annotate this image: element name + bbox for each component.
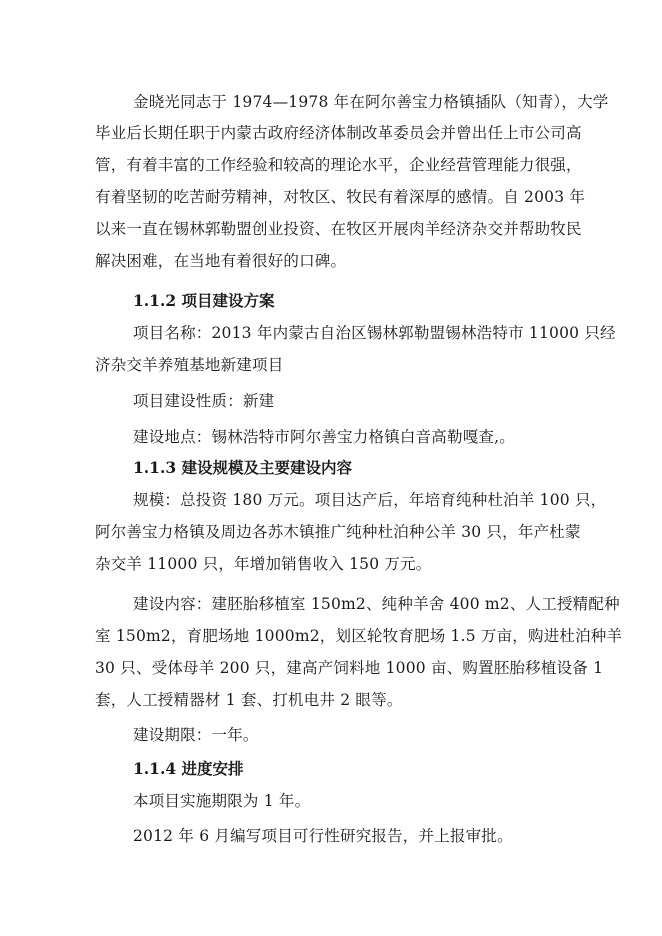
intro-line-6: 解决困难，在当地有着很好的口碑。 (95, 252, 347, 270)
project-nature: 项目建设性质：新建 (133, 392, 275, 410)
intro-line-4: 有着坚韧的吃苦耐劳精神，对牧区、牧民有着深厚的感情。自 2003 年 (95, 188, 586, 206)
content-line-3: 30 只、受体母羊 200 只，建高产饲料地 1000 亩、购置胚胎移植设备 1 (95, 659, 604, 677)
scale-line-1: 规模：总投资 180 万元。项目达产后，年培育纯种杜泊羊 100 只， (133, 491, 607, 509)
schedule-line-2: 2012 年 6 月编写项目可行性研究报告，并上报审批。 (133, 827, 513, 845)
project-location: 建设地点：锡林浩特市阿尔善宝力格镇白音高勒嘎查,。 (133, 428, 515, 446)
section-heading-1-1-3: 1.1.3 建设规模及主要建设内容 (133, 458, 353, 477)
content-line-4: 套，人工授精器材 1 套、打机电井 2 眼等。 (95, 691, 403, 709)
scale-line-2: 阿尔善宝力格镇及周边各苏木镇推广纯种杜泊种公羊 30 只，年产杜蒙 (95, 523, 581, 541)
section-heading-1-1-4: 1.1.4 进度安排 (133, 759, 244, 778)
content-line-1: 建设内容：建胚胎移植室 150m2、纯种羊舍 400 m2、人工授精配种 (133, 595, 620, 613)
content-line-2: 室 150m2，育肥场地 1000m2，划区轮牧育肥场 1.5 万亩，购进杜泊种羊 (95, 627, 623, 645)
construction-period: 建设期限：一年。 (133, 726, 259, 744)
section-heading-1-1-2: 1.1.2 项目建设方案 (133, 291, 275, 310)
project-name-line-2: 济杂交羊养殖基地新建项目 (95, 356, 284, 374)
intro-line-3: 管，有着丰富的工作经验和较高的理论水平，企业经营管理能力很强， (95, 156, 582, 174)
intro-line-2: 毕业后长期任职于内蒙古政府经济体制改革委员会并曾出任上市公司高 (95, 124, 582, 142)
project-name-line-1: 项目名称：2013 年内蒙古自治区锡林郭勒盟锡林浩特市 11000 只经 (133, 324, 616, 342)
schedule-line-1: 本项目实施期限为 1 年。 (133, 792, 311, 810)
intro-line-5: 以来一直在锡林郭勒盟创业投资、在牧区开展肉羊经济杂交并帮助牧民 (95, 220, 582, 238)
scale-line-3: 杂交羊 11000 只，年增加销售收入 150 万元。 (95, 555, 432, 573)
intro-line-1: 金晓光同志于 1974—1978 年在阿尔善宝力格镇插队（知青），大学 (133, 93, 609, 111)
